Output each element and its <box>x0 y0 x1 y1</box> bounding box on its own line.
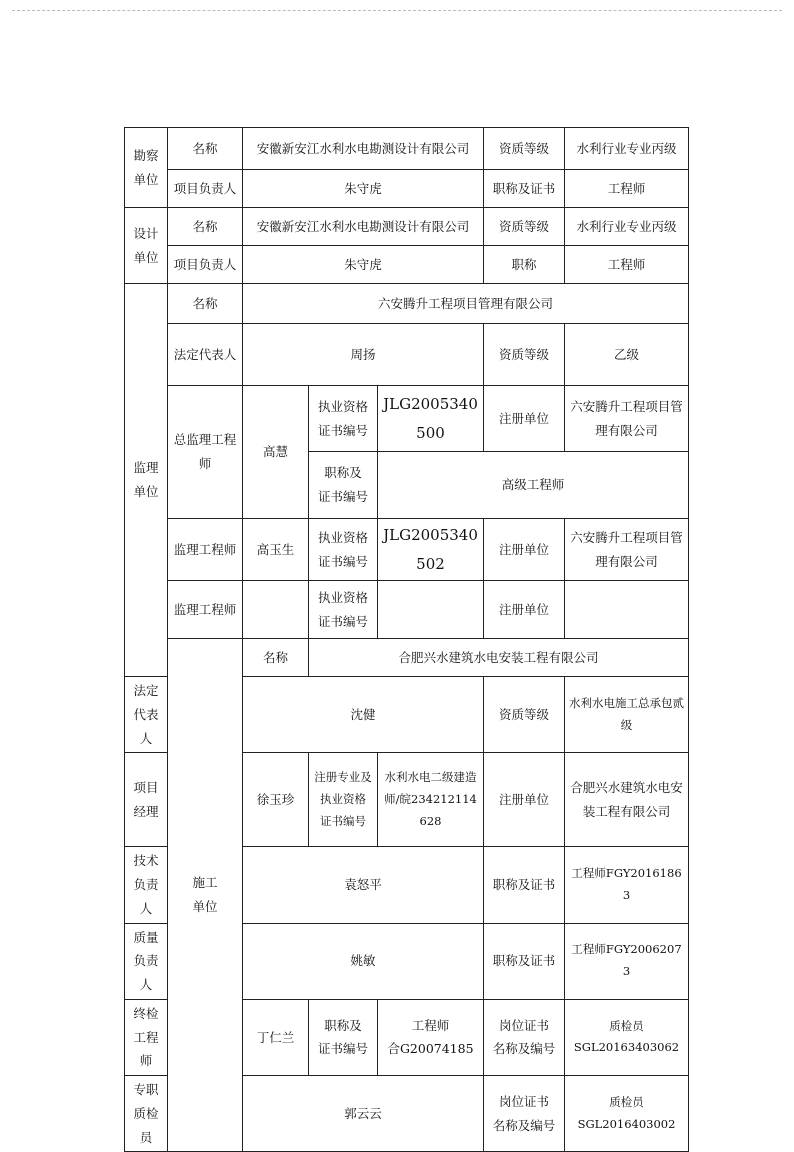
supervision-eng2-cert-label: 执业资格 证书编号 <box>309 581 378 639</box>
construction-tech-title-label: 职称及证书 <box>484 847 565 923</box>
construction-final-post-label: 岗位证书 名称及编号 <box>484 999 565 1075</box>
construction-tech-name: 袁怒平 <box>243 847 484 923</box>
survey-qual-value: 水利行业专业丙级 <box>565 128 689 170</box>
survey-qual-label: 资质等级 <box>484 128 565 170</box>
construction-name-value: 合肥兴水建筑水电安装工程有限公司 <box>309 639 689 677</box>
design-name-value: 安徽新安江水利水电勘测设计有限公司 <box>243 208 484 246</box>
supervision-row-name <box>125 284 689 324</box>
construction-pm-name: 徐玉珍 <box>243 753 309 847</box>
supervision-eng2-name <box>243 581 309 639</box>
construction-inspector-label: 专职质检员 <box>125 1076 168 1152</box>
construction-final-post: 质检员 SGL20163403062 <box>565 999 689 1075</box>
design-title-value: 工程师 <box>565 246 689 284</box>
construction-row-name <box>125 639 689 677</box>
supervision-chief-cert-label: 执业资格 证书编号 <box>309 386 378 452</box>
supervision-chief-name: 高慧 <box>243 386 309 519</box>
construction-pm-label: 项目经理 <box>125 753 168 847</box>
construction-pm-reg: 合肥兴水建筑水电安装工程有限公司 <box>565 753 689 847</box>
construction-unit-label: 施工 单位 <box>168 639 243 1152</box>
supervision-chief-reg-label: 注册单位 <box>484 386 565 452</box>
supervision-name-value: 六安腾升工程项目管理有限公司 <box>243 284 689 324</box>
construction-qual-label: 资质等级 <box>484 677 565 753</box>
survey-name-label: 名称 <box>168 128 243 170</box>
construction-quality-title-label: 职称及证书 <box>484 923 565 999</box>
construction-quality-name: 姚敏 <box>243 923 484 999</box>
supervision-qual-label: 资质等级 <box>484 324 565 386</box>
design-name-label: 名称 <box>168 208 243 246</box>
construction-final-title: 工程师 合G20074185 <box>378 999 484 1075</box>
construction-tech-label: 技术负责人 <box>125 847 168 923</box>
supervision-chief-reg: 六安腾升工程项目管理有限公司 <box>565 386 689 452</box>
construction-final-title-label: 职称及 证书编号 <box>309 999 378 1075</box>
construction-inspector-post: 质检员 SGL2016403002 <box>565 1076 689 1152</box>
survey-title-value: 工程师 <box>565 170 689 208</box>
construction-inspector-name: 郭云云 <box>243 1076 484 1152</box>
supervision-eng2-reg <box>565 581 689 639</box>
design-leader-label: 项目负责人 <box>168 246 243 284</box>
construction-pm-cert: 水利水电二级建造师/皖234212114628 <box>378 753 484 847</box>
construction-pm-cert-label: 注册专业及 执业资格 证书编号 <box>309 753 378 847</box>
construction-name-label: 名称 <box>243 639 309 677</box>
construction-legal-value: 沈健 <box>243 677 484 753</box>
survey-row-leader <box>125 170 689 208</box>
supervision-chief-label: 总监理工程 师 <box>168 386 243 519</box>
design-leader-value: 朱守虎 <box>243 246 484 284</box>
supervision-row-eng1 <box>125 519 689 581</box>
design-qual-value: 水利行业专业丙级 <box>565 208 689 246</box>
design-row-leader <box>125 246 689 284</box>
project-participants-table <box>124 127 689 1152</box>
survey-title-label: 职称及证书 <box>484 170 565 208</box>
supervision-eng2-reg-label: 注册单位 <box>484 581 565 639</box>
supervision-eng1-label: 监理工程师 <box>168 519 243 581</box>
construction-final-name: 丁仁兰 <box>243 999 309 1075</box>
construction-legal-label: 法定代表人 <box>125 677 168 753</box>
design-unit-label: 设计 单位 <box>125 208 168 284</box>
supervision-name-label: 名称 <box>168 284 243 324</box>
survey-name-value: 安徽新安江水利水电勘测设计有限公司 <box>243 128 484 170</box>
supervision-eng2-label: 监理工程师 <box>168 581 243 639</box>
supervision-legal-label: 法定代表人 <box>168 324 243 386</box>
design-qual-label: 资质等级 <box>484 208 565 246</box>
survey-row-name <box>125 128 689 170</box>
design-title-label: 职称 <box>484 246 565 284</box>
supervision-legal-value: 周扬 <box>243 324 484 386</box>
supervision-eng1-cert: JLG2005340502 <box>378 519 484 581</box>
construction-pm-reg-label: 注册单位 <box>484 753 565 847</box>
survey-leader-value: 朱守虎 <box>243 170 484 208</box>
supervision-chief-title-label: 职称及 证书编号 <box>309 452 378 519</box>
supervision-row-legal <box>125 324 689 386</box>
supervision-eng1-cert-label: 执业资格 证书编号 <box>309 519 378 581</box>
construction-quality-label: 质量负责人 <box>125 923 168 999</box>
supervision-chief-title: 高级工程师 <box>378 452 689 519</box>
supervision-eng1-name: 高玉生 <box>243 519 309 581</box>
supervision-eng2-cert <box>378 581 484 639</box>
construction-inspector-post-label: 岗位证书 名称及编号 <box>484 1076 565 1152</box>
construction-quality-title: 工程师FGY20062073 <box>565 923 689 999</box>
supervision-eng1-reg-label: 注册单位 <box>484 519 565 581</box>
supervision-row-chief <box>125 386 689 452</box>
construction-tech-title: 工程师FGY20161863 <box>565 847 689 923</box>
construction-qual-value: 水利水电施工总承包贰级 <box>565 677 689 753</box>
survey-unit-label: 勘察 单位 <box>125 128 168 208</box>
supervision-eng1-reg: 六安腾升工程项目管理有限公司 <box>565 519 689 581</box>
construction-final-label: 终检工程师 <box>125 999 168 1075</box>
survey-leader-label: 项目负责人 <box>168 170 243 208</box>
design-row-name <box>125 208 689 246</box>
supervision-qual-value: 乙级 <box>565 324 689 386</box>
supervision-unit-label: 监理 单位 <box>125 284 168 677</box>
supervision-chief-cert: JLG2005340500 <box>378 386 484 452</box>
supervision-row-eng2 <box>125 581 689 639</box>
top-scan-rule <box>12 10 782 11</box>
